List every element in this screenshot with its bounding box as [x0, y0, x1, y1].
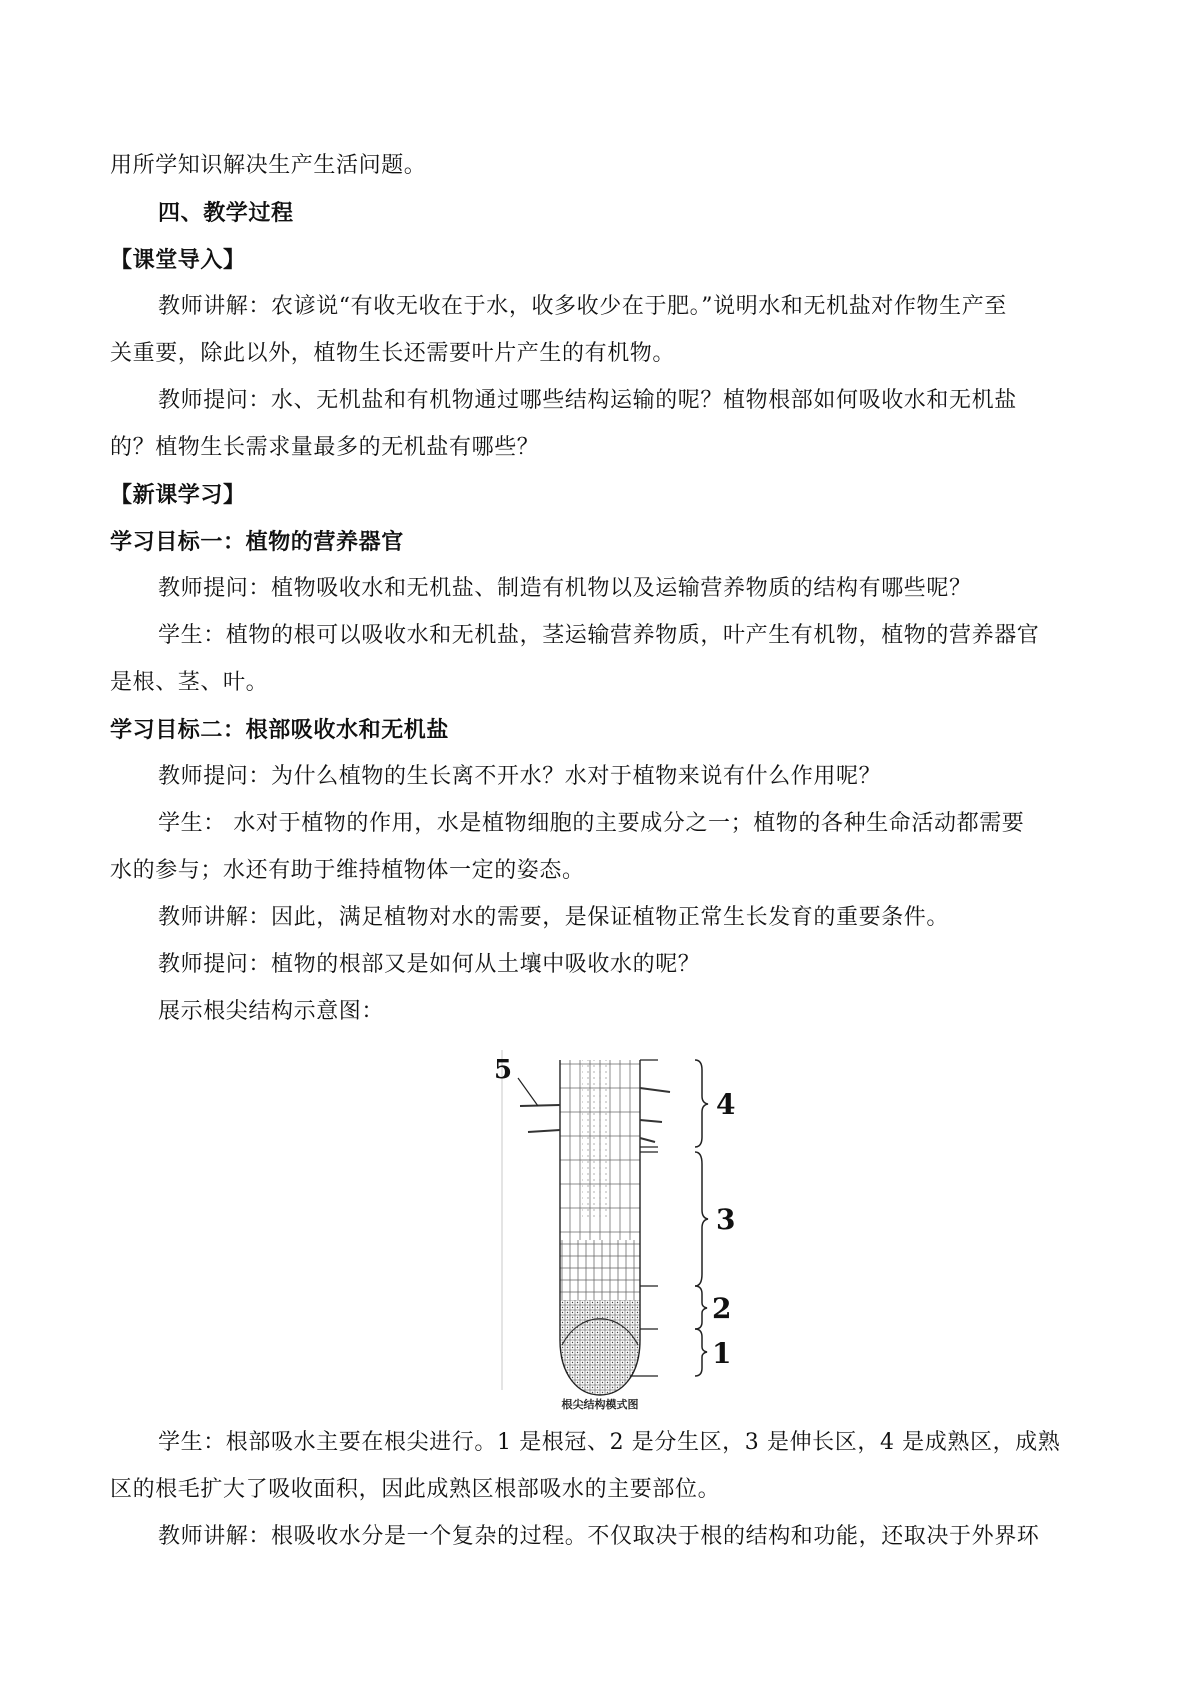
- root-hair: [640, 1120, 662, 1122]
- paragraph-line: 展示根尖结构示意图：: [158, 999, 385, 1024]
- label-2: 2: [712, 1292, 732, 1325]
- brace-1: [695, 1329, 707, 1376]
- root-hair: [640, 1138, 655, 1142]
- paragraph-line: 教师提问：植物吸收水和无机盐、制造有机物以及运输营养物质的结构有哪些呢？: [158, 576, 972, 601]
- root-hair: [640, 1088, 670, 1092]
- root-hair: [528, 1130, 560, 1132]
- label-4: 4: [716, 1088, 736, 1121]
- brace-4: [695, 1060, 708, 1147]
- label-1: 1: [712, 1337, 732, 1370]
- paragraph-line: 教师讲解：农谚说“有收无收在于水，收多收少在于肥。”说明水和无机盐对作物生产至: [158, 294, 1007, 319]
- paragraph-line: 关重要，除此以外，植物生长还需要叶片产生的有机物。: [110, 341, 676, 366]
- paragraph-line: 教师提问：植物的根部又是如何从土壤中吸收水的呢？: [158, 952, 701, 977]
- figure-caption: 根尖结构模式图: [561, 1398, 639, 1411]
- paragraph-line: 教师提问：水、无机盐和有机物通过哪些结构运输的呢？植物根部如何吸收水和无机盐: [158, 388, 1017, 413]
- root-tip-figure: [490, 1040, 770, 1415]
- paragraph-line: 教师提问：为什么植物的生长离不开水？水对于植物来说有什么作用呢？: [158, 764, 882, 789]
- section-heading: 四、教学过程: [158, 200, 294, 226]
- brace-2: [695, 1286, 707, 1329]
- paragraph-line: 学生：根部吸水主要在根尖进行。1 是根冠、2 是分生区，3 是伸长区，4 是成熟区，成熟: [158, 1430, 1061, 1455]
- label-5: 5: [494, 1055, 513, 1085]
- brace-3: [695, 1152, 708, 1286]
- paragraph-line: 区的根毛扩大了吸收面积，因此成熟区根部吸水的主要部位。: [110, 1477, 721, 1502]
- section-heading: 【课堂导入】: [110, 247, 246, 273]
- label-5-pointer: [518, 1078, 538, 1106]
- paragraph-line: 是根、茎、叶。: [110, 670, 269, 695]
- paragraph-line: 水的参与；水还有助于维持植物体一定的姿态。: [110, 858, 585, 883]
- paragraph-line: 的？植物生长需求量最多的无机盐有哪些？: [110, 435, 540, 460]
- subsection-heading: 学习目标二：根部吸收水和无机盐: [110, 717, 450, 743]
- paragraph-line: 用所学知识解决生产生活问题。: [110, 153, 427, 178]
- paragraph-line: 教师讲解：根吸收水分是一个复杂的过程。不仅取决于根的结构和功能，还取决于外界环: [158, 1524, 1040, 1549]
- paragraph-line: 学生： 水对于植物的作用，水是植物细胞的主要成分之一；植物的各种生命活动都需要: [158, 811, 1025, 836]
- section-heading: 【新课学习】: [110, 482, 246, 508]
- label-3: 3: [716, 1203, 736, 1236]
- subsection-heading: 学习目标一：植物的营养器官: [110, 529, 404, 555]
- paragraph-line: 教师讲解：因此，满足植物对水的需要，是保证植物正常生长发育的重要条件。: [158, 905, 950, 930]
- paragraph-line: 学生：植物的根可以吸收水和无机盐，茎运输营养物质，叶产生有机物，植物的营养器官: [158, 623, 1040, 648]
- root-hair: [520, 1105, 560, 1106]
